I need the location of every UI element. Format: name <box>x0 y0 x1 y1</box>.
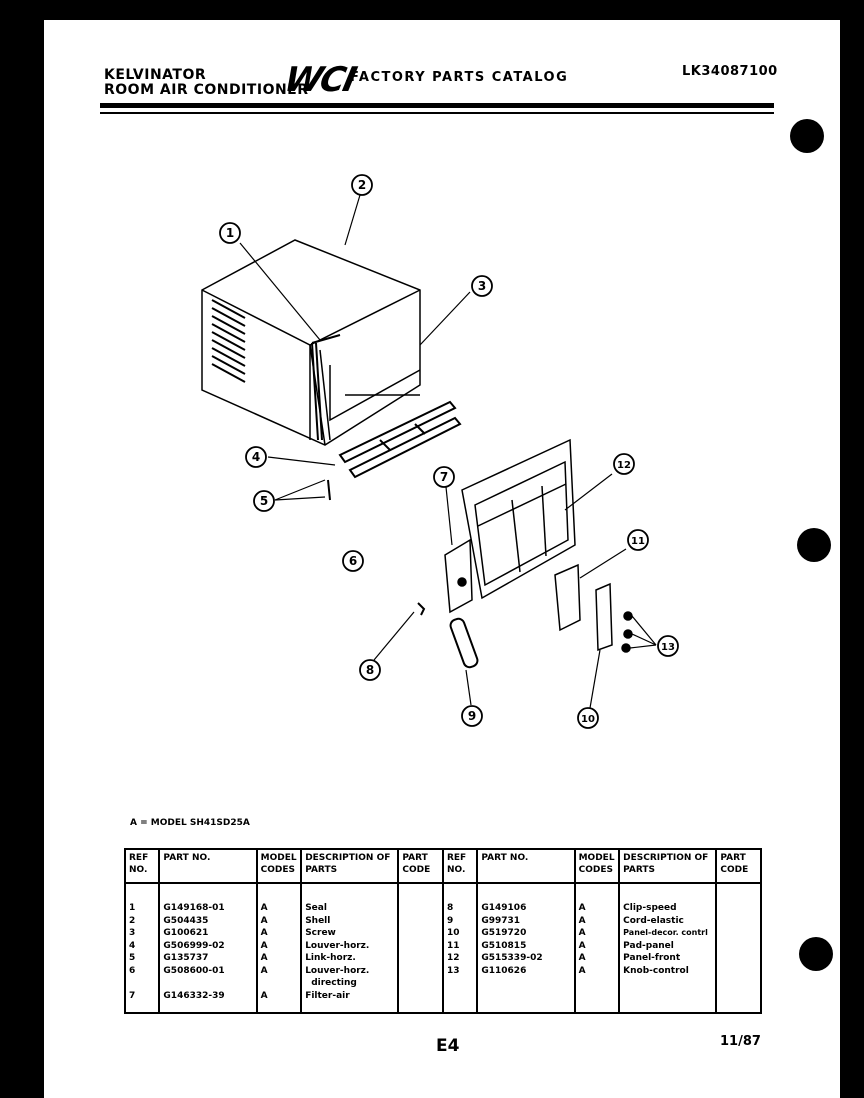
callout-7: 7 <box>439 470 449 484</box>
table-cell: Seal <box>305 903 327 913</box>
table-cell: A <box>578 965 586 976</box>
table-cell: G110626 <box>481 965 527 976</box>
table-cell <box>261 977 298 990</box>
table-cell: G510815 <box>481 940 527 951</box>
table-cell: A <box>260 965 268 976</box>
table-cell: Louver-horz. <box>305 965 370 976</box>
table-cell: G146332-39 <box>163 990 225 1001</box>
table-cell: A <box>260 940 268 951</box>
table-cell: G149106 <box>481 903 527 913</box>
table-cell: 3 <box>129 928 136 938</box>
table-cell: 5 <box>129 953 136 963</box>
table-cell: 9 <box>446 915 454 926</box>
table-cell: 11 <box>446 940 460 951</box>
table-cell: 13 <box>446 965 460 976</box>
wci-logo: WCI <box>280 60 359 100</box>
table-cell: Pad-panel <box>623 940 674 951</box>
callout-4: 4 <box>251 450 261 464</box>
table-cell: G515339-02 <box>481 953 543 963</box>
col-model-codes: MODEL CODES <box>257 849 302 883</box>
callout-13: 13 <box>661 642 675 653</box>
product-line: ROOM AIR CONDITIONER <box>104 82 309 98</box>
brand-name: KELVINATOR <box>104 67 207 83</box>
table-cell: Screw <box>305 928 336 938</box>
col-part-no: PART NO. <box>159 849 256 883</box>
col-part-code: PART CODE <box>716 849 761 883</box>
left-partcode-column <box>398 883 443 1013</box>
col-description: DESCRIPTION OF PARTS <box>301 849 398 883</box>
callout-12: 12 <box>617 460 631 471</box>
col-ref-no: REF NO. <box>125 849 159 883</box>
left-part-column <box>159 883 256 1013</box>
revision-date: 11/87 <box>720 1034 761 1049</box>
catalog-title: FACTORY PARTS CATALOG <box>350 70 569 85</box>
table-cell: 7 <box>129 990 136 1001</box>
table-cell: A <box>578 903 586 913</box>
table-cell: G504435 <box>163 915 209 926</box>
table-cell: G135737 <box>163 953 209 963</box>
right-desc-column <box>619 883 716 1013</box>
control-panel <box>555 565 632 652</box>
table-cell: Link-horz. <box>305 953 356 963</box>
table-cell: A <box>260 928 268 938</box>
page-number: E4 <box>436 1036 460 1056</box>
table-cell: 8 <box>446 903 454 913</box>
callout-9: 9 <box>467 709 477 723</box>
table-cell: Panel-front <box>623 953 681 963</box>
table-cell: directing <box>311 978 357 988</box>
table-cell: 6 <box>129 965 136 976</box>
table-cell: A <box>260 915 268 926</box>
callout-8: 8 <box>365 663 375 677</box>
right-part-column <box>477 883 574 1013</box>
table-cell: 12 <box>446 953 460 963</box>
col-model-codes: MODEL CODES <box>575 849 620 883</box>
table-cell: Shell <box>305 915 331 926</box>
left-ref-column <box>125 883 159 1013</box>
table-cell: Cord-elastic <box>623 915 684 926</box>
table-cell: G508600-01 <box>163 965 225 976</box>
table-cell: Louver-horz. <box>305 940 370 951</box>
table-cell: G506999-02 <box>163 940 225 951</box>
callout-1: 1 <box>225 226 235 240</box>
table-cell: Panel-decor. contrl <box>623 928 708 937</box>
air-filter <box>445 540 472 612</box>
cabinet-shell <box>202 240 420 445</box>
callout-2: 2 <box>357 178 367 192</box>
right-model-column <box>575 883 620 1013</box>
table-cell <box>163 977 252 990</box>
table-cell: G149168-01 <box>163 903 225 913</box>
col-part-code: PART CODE <box>398 849 443 883</box>
table-cell: A <box>260 953 268 963</box>
table-cell: A <box>260 903 268 913</box>
catalog-number: LK34087100 <box>682 64 778 79</box>
table-cell: A <box>578 953 586 963</box>
parts-table <box>124 848 762 1014</box>
col-part-no: PART NO. <box>477 849 574 883</box>
table-cell: 4 <box>129 940 136 951</box>
table-cell: 1 <box>129 903 136 913</box>
right-partcode-column <box>716 883 761 1013</box>
col-ref-no: REF NO. <box>443 849 477 883</box>
table-cell: 2 <box>129 915 136 926</box>
table-cell: A <box>578 940 586 951</box>
table-cell: A <box>578 928 586 938</box>
callout-10: 10 <box>581 714 595 725</box>
table-cell: Filter-air <box>305 990 350 1001</box>
callout-3: 3 <box>477 279 487 293</box>
table-cell: Clip-speed <box>623 903 677 913</box>
table-cell: G99731 <box>481 915 521 926</box>
callout-11: 11 <box>631 536 645 547</box>
left-desc-column <box>301 883 398 1013</box>
callout-6: 6 <box>348 554 358 568</box>
model-note: A = MODEL SH41SD25A <box>130 818 250 828</box>
right-ref-column <box>443 883 477 1013</box>
left-model-column <box>257 883 302 1013</box>
callout-5: 5 <box>259 494 269 508</box>
table-cell: A <box>578 915 586 926</box>
table-cell: Knob-control <box>623 965 689 976</box>
table-cell: 10 <box>446 928 460 938</box>
table-cell: G100621 <box>163 928 209 938</box>
table-cell <box>129 977 155 990</box>
table-cell: A <box>260 990 268 1001</box>
col-description: DESCRIPTION OF PARTS <box>619 849 716 883</box>
table-cell: G519720 <box>481 928 527 938</box>
